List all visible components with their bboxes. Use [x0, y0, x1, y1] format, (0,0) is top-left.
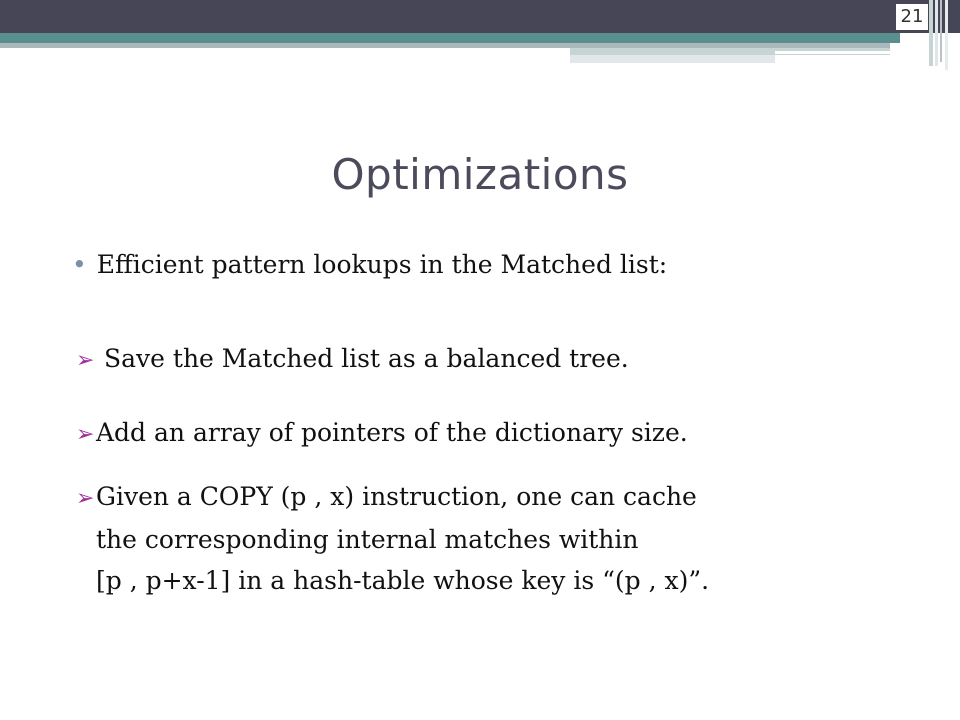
sub-bullet-line-1: Given a COPY (p , x) instruction, one can cache [96, 482, 697, 511]
sub-bullet-1 [76, 344, 629, 373]
header-stripe-3 [570, 55, 775, 63]
slide-title: Optimizations [331, 150, 629, 199]
sub-bullet-line-3: [p , p+x-1] in a hash-table whose key is “(p , x)”. [96, 566, 710, 595]
arrow-right-icon: ➢ [76, 348, 95, 373]
vertical-stripe [940, 0, 942, 62]
main-bullet [72, 250, 667, 279]
vertical-stripe [945, 0, 948, 70]
arrow-right-icon: ➢ [76, 422, 95, 447]
sub-bullet-2 [76, 418, 688, 447]
sub-bullet-text: Add an array of pointers of the dictionary size. [96, 418, 688, 447]
header-accent-band [0, 33, 900, 43]
arrow-right-icon: ➢ [76, 486, 95, 511]
sub-bullet-line-2: the corresponding internal matches within [96, 525, 639, 554]
header-band [0, 0, 960, 33]
sub-bullet-3 [76, 476, 916, 601]
slide-number: 21 [896, 4, 928, 30]
vertical-stripe [929, 0, 933, 66]
header-stripe-gap [775, 51, 890, 54]
sub-bullet-text: Save the Matched list as a balanced tree. [104, 344, 629, 373]
bullet-dot-icon: • [72, 250, 87, 279]
main-bullet-text: Efficient pattern lookups in the Matched list: [96, 250, 668, 279]
vertical-stripe [935, 0, 938, 66]
